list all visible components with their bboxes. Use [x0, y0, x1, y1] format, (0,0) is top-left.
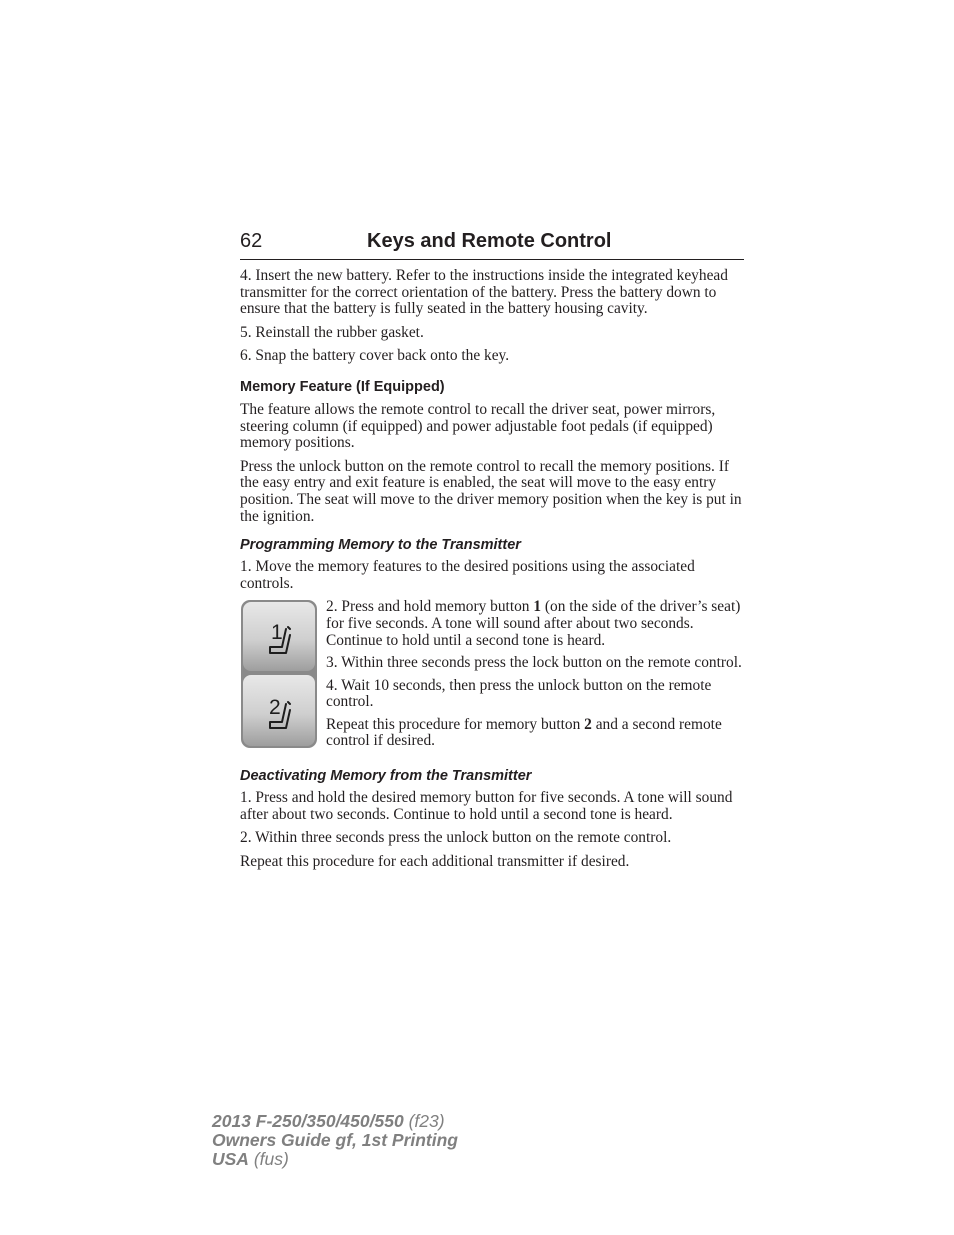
- footer-line-2: Owners Guide gf, 1st Printing: [212, 1130, 458, 1150]
- memory-feature-para-1: The feature allows the remote control to recall the driver seat, power mirrors, steering column (if equipped) and power adjustable foot pedals (if equipped) memory positions.: [240, 400, 716, 452]
- memory-button-2-label: 2: [269, 696, 281, 720]
- footer-line-3: USA (fus): [212, 1149, 289, 1169]
- deactivating-heading: Deactivating Memory from the Transmitter: [240, 768, 532, 785]
- programming-step-3: 3. Within three seconds press the lock button on the remote control.: [326, 654, 742, 672]
- programming-step-2: 2. Press and hold memory button 1 (on the side of the driver’s seat) for five seconds. A tone will sound after about two seconds. Continue to hold until a second tone is heard.: [326, 598, 741, 649]
- page-header: [240, 229, 744, 260]
- chapter-title: Keys and Remote Control: [367, 230, 612, 252]
- programming-steps: [326, 599, 746, 756]
- footer-line-1: 2013 F-250/350/450/550 (f23): [212, 1111, 445, 1131]
- programming-step-4: 4. Wait 10 seconds, then press the unlock button on the remote control.: [326, 676, 712, 711]
- memory-buttons-figure: [240, 599, 326, 754]
- battery-step-4: 4. Insert the new battery. Refer to the instructions inside the integrated keyhead transmitter for the correct orientation of the battery. Press the battery down to ensure that the battery is fully seated in the battery housing cavity.: [240, 267, 728, 318]
- page-footer: [212, 1112, 458, 1169]
- programming-step-1: 1. Move the memory features to the desired positions using the associated controls.: [240, 558, 695, 592]
- battery-step-5: 5. Reinstall the rubber gasket.: [240, 323, 424, 341]
- deactivating-repeat: Repeat this procedure for each additional transmitter if desired.: [240, 852, 630, 870]
- programming-repeat: Repeat this procedure for memory button 2 and a second remote control if desired.: [326, 715, 722, 750]
- memory-button-1-label: 1: [271, 621, 283, 645]
- deactivating-step-1: 1. Press and hold the desired memory button for five seconds. A tone will sound after about two seconds. Continue to hold until a second tone is heard.: [240, 789, 733, 823]
- page-content: [240, 268, 746, 877]
- memory-buttons-illustration: [240, 599, 318, 749]
- programming-heading: Programming Memory to the Transmitter: [240, 537, 521, 554]
- page-number: 62: [240, 230, 263, 252]
- deactivating-step-2: 2. Within three seconds press the unlock button on the remote control.: [240, 829, 672, 847]
- memory-feature-para-2: Press the unlock button on the remote control to recall the memory positions. If the easy entry and exit feature is enabled, the seat will move to the easy entry position. The seat will move to the driver memory position when the key is put in the ignition.: [240, 457, 742, 525]
- battery-step-6: 6. Snap the battery cover back onto the key.: [240, 347, 510, 365]
- memory-feature-heading: Memory Feature (If Equipped): [240, 378, 445, 395]
- programming-figure-row: [240, 599, 746, 756]
